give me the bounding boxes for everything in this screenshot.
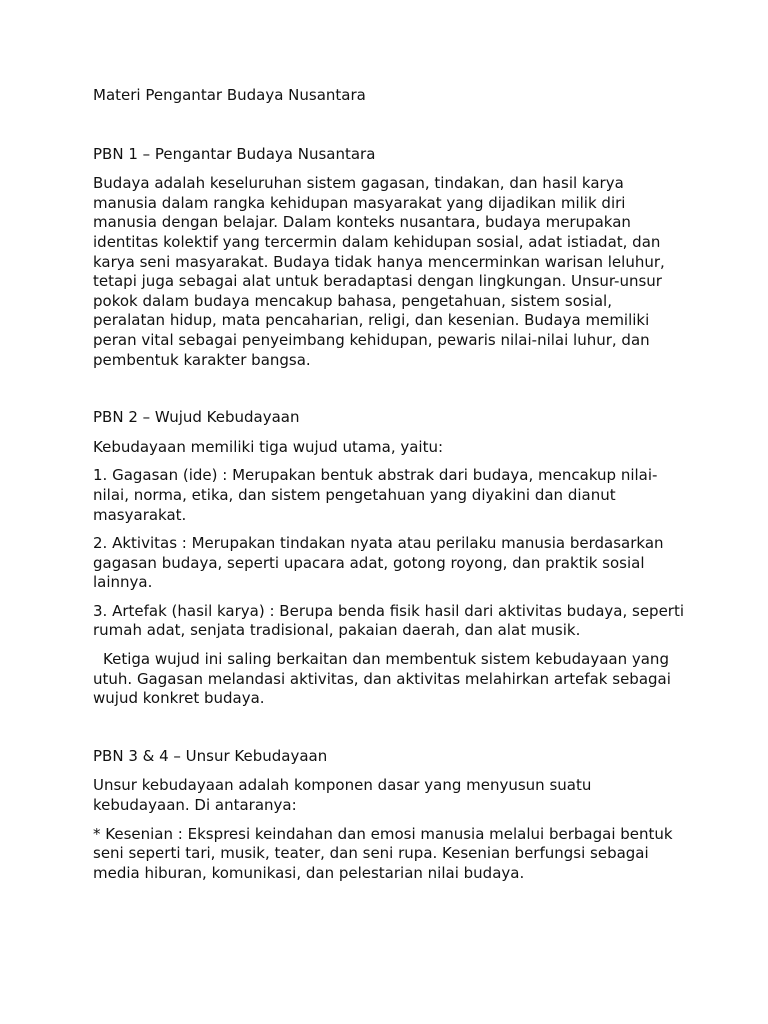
section-heading: PBN 3 & 4 – Unsur Kebudayaan <box>93 746 328 765</box>
section-closing: Ketiga wujud ini saling berkaitan dan membentuk sistem kebudayaan yang utuh. Gagasan melandasi aktivitas, dan aktivitas melahirkan artefak sebagai wujud konkret budaya. <box>93 650 676 708</box>
list-item: 3. Artefak (hasil karya) : Berupa benda fisik hasil dari aktivitas budaya, seperti rumah adat, senjata tradisional, pakaian daerah, dan alat musik. <box>93 601 689 640</box>
section-pbn-3-4 <box>93 747 688 884</box>
list-item: 1. Gagasan (ide) : Merupakan bentuk abstrak dari budaya, mencakup nilai-nilai, norma, etika, dan sistem pengetahuan yang diyakini dan dianut masyarakat. <box>93 466 658 524</box>
section-intro: Unsur kebudayaan adalah komponen dasar yang menyusun suatu kebudayaan. Di antaranya: <box>93 776 597 815</box>
list-item: 2. Aktivitas : Merupakan tindakan nyata atau perilaku manusia berdasarkan gagasan budaya, seperti upacara adat, gotong royong, dan praktik sosial lainnya. <box>93 534 669 592</box>
section-pbn-2 <box>93 408 688 709</box>
list-item: * Kesenian : Ekspresi keindahan dan emosi manusia melalui berbagai bentuk seni seperti tari, musik, teater, dan seni rupa. Kesenian berfungsi sebagai media hiburan, komunikasi, dan pelestarian nilai budaya. <box>93 824 678 882</box>
section-intro: Kebudayaan memiliki tiga wujud utama, yaitu: <box>93 437 444 456</box>
section-heading: PBN 2 – Wujud Kebudayaan <box>93 408 300 427</box>
section-paragraph: Budaya adalah keseluruhan sistem gagasan, tindakan, dan hasil karya manusia dalam rangka kehidupan masyarakat yang dijadikan milik diri manusia dengan belajar. Dalam konteks nusantara, budaya merupakan identitas kolektif yang tercermin dalam kehidupan sosial, adat istiadat, dan karya seni masyarakat. Budaya tidak hanya mencerminkan warisan leluhur, tetapi juga sebagai alat untuk beradaptasi dengan lingkungan. Unsur-unsur pokok dalam budaya mencakup bahasa, pengetahuan, sistem sosial, peralatan hidup, mata pencaharian, religi, dan kesenian. Budaya memiliki peran vital sebagai penyeimbang kehidupan, pewaris nilai-nilai luhur, dan pembentuk karakter bangsa. <box>93 174 670 369</box>
section-pbn-1 <box>93 145 688 371</box>
document-title: Materi Pengantar Budaya Nusantara <box>93 86 366 104</box>
section-heading: PBN 1 – Pengantar Budaya Nusantara <box>93 144 376 163</box>
